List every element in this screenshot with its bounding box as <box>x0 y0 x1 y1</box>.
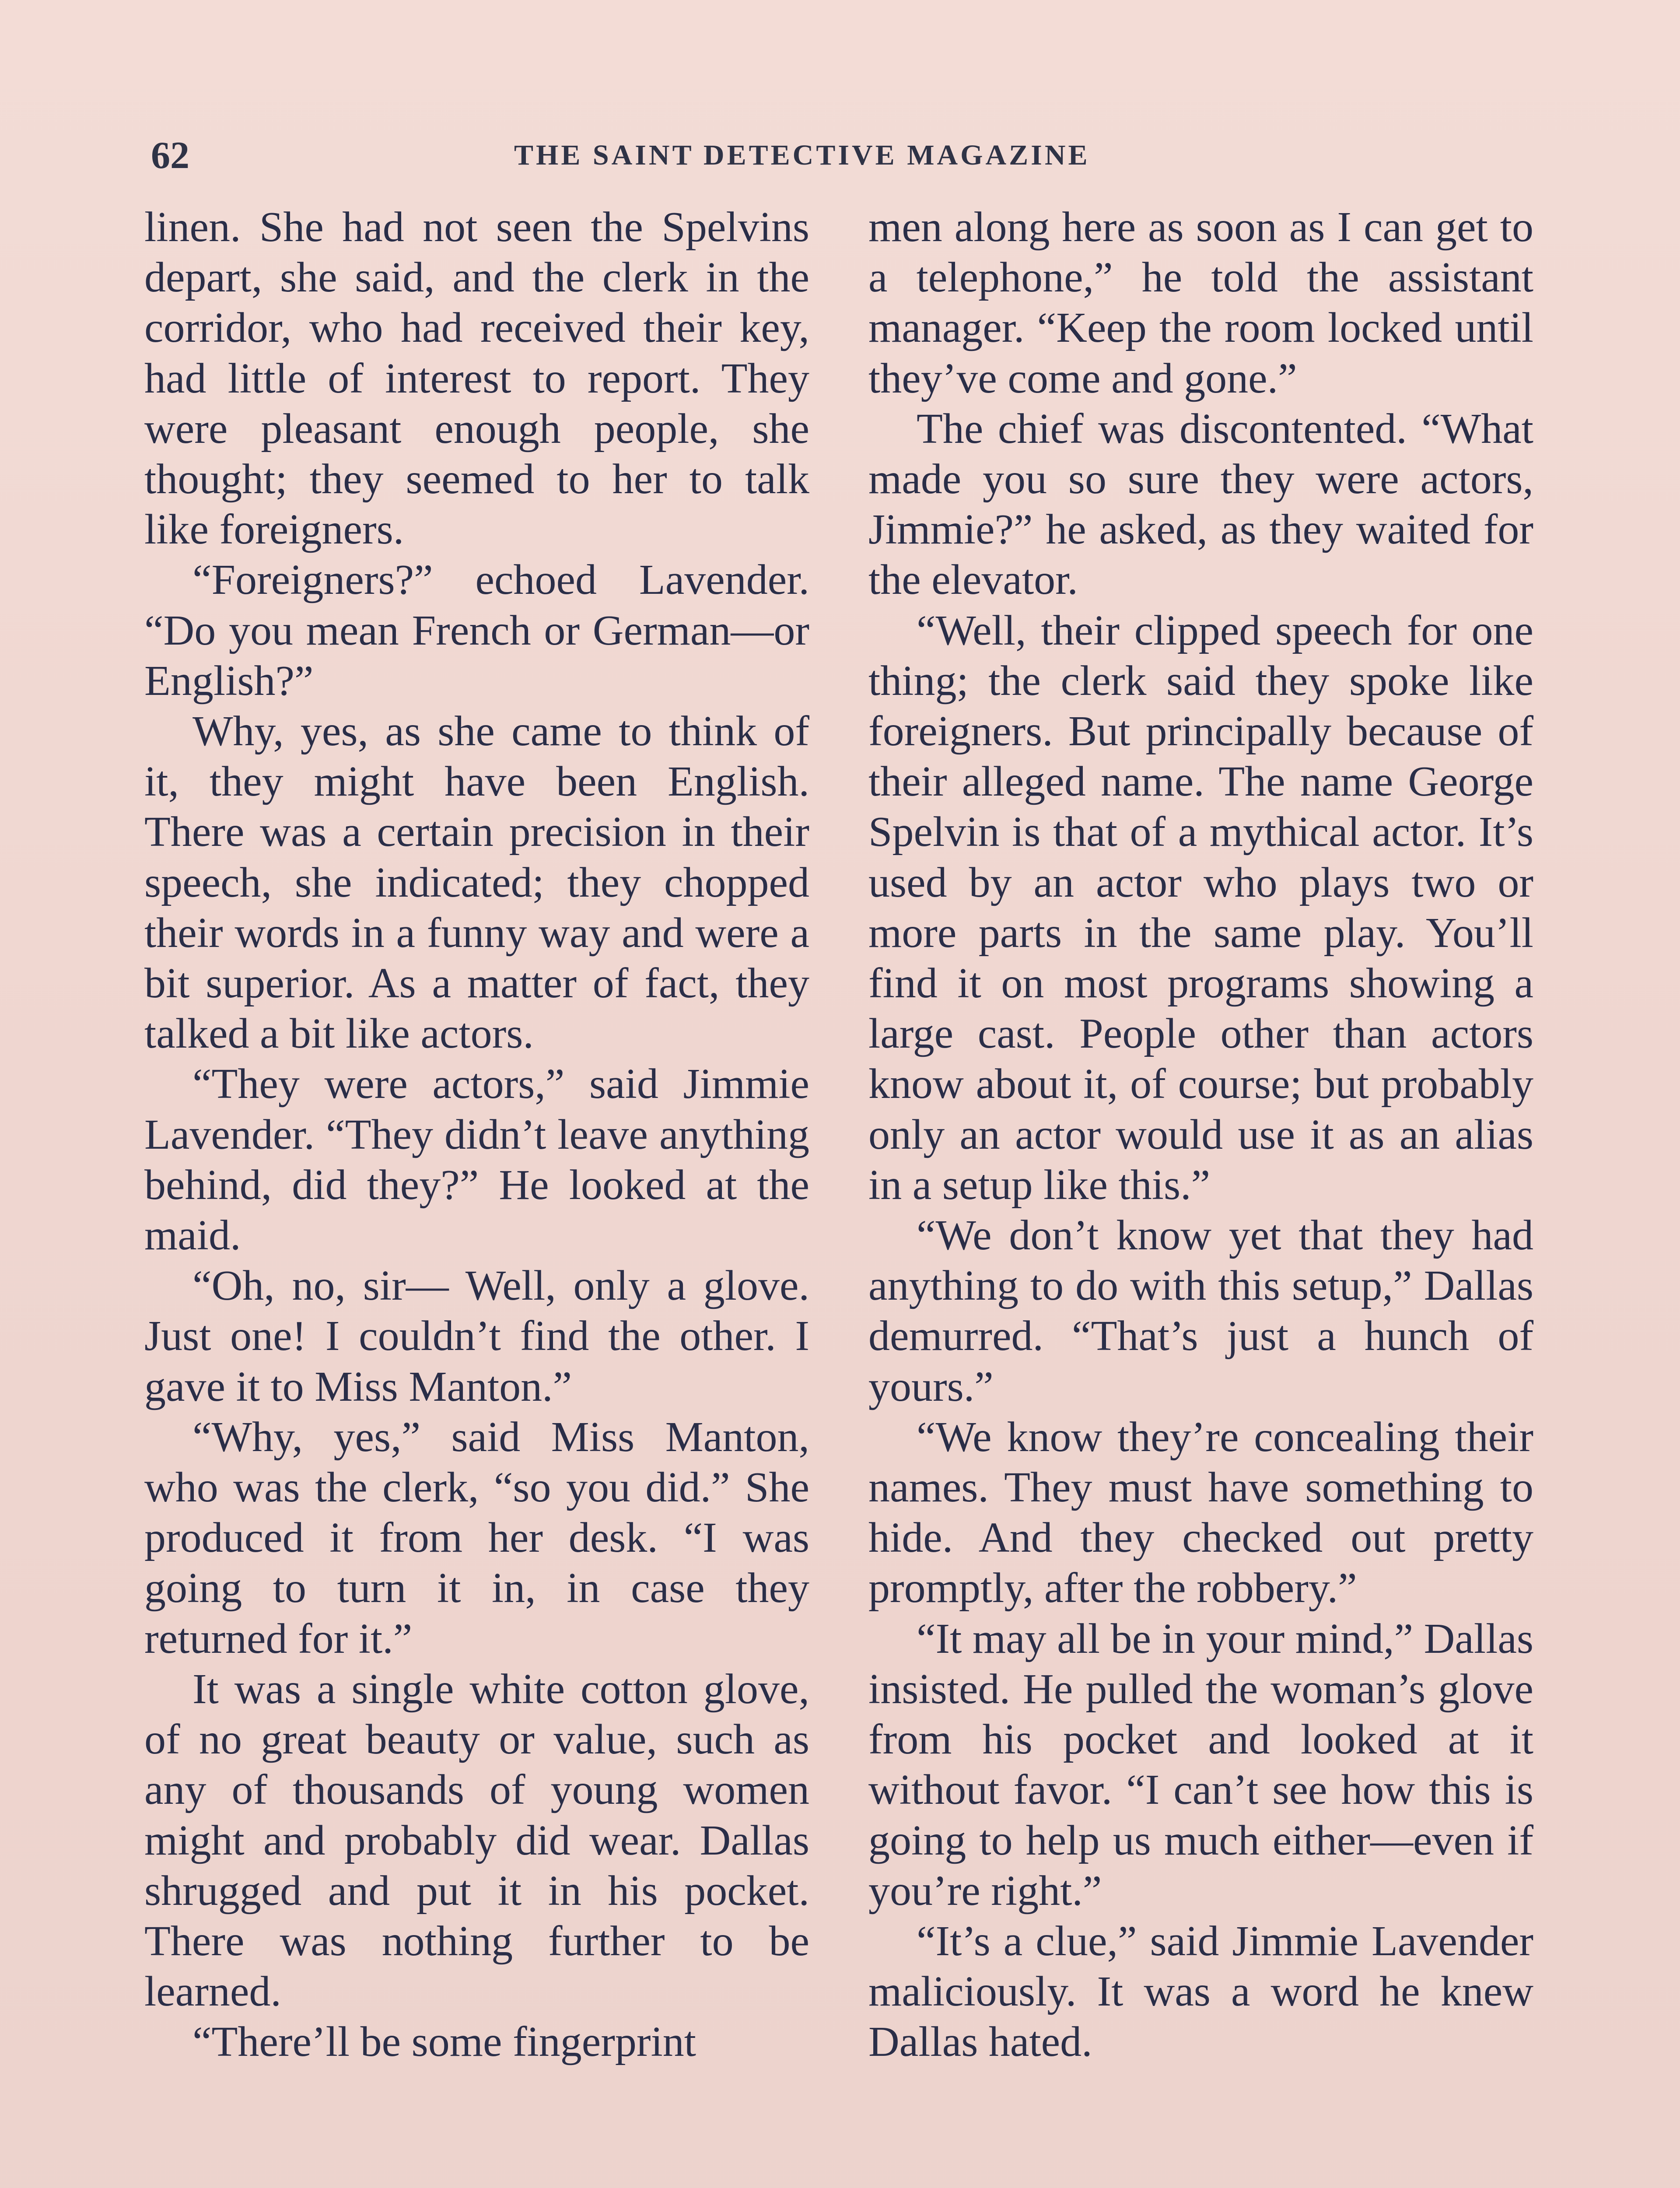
running-title: THE SAINT DETECTIVE MAGAZINE <box>514 139 1090 171</box>
paragraph: linen. She had not seen the Spelvins depart, she said, and the clerk in the corridor, who had received their key, had little of interest to report. They were pleasant enough people, she thought; they seemed to her to talk like foreigners. <box>144 203 809 554</box>
paragraph: Why, yes, as she came to think of it, they might have been English. There was a certain precision in their speech, she indicated; they chopped their words in a funny way and were a bit superior. As a matter of fact, they talked a bit like actors. <box>144 708 809 1058</box>
paragraph: “We know they’re concealing their names. They must have something to hide. And they checked out pretty promptly, after the robbery.” <box>868 1413 1533 1612</box>
paragraph: “Well, their clipped speech for one thing; the clerk said they spoke like foreigners. But principally because of their alleged name. The name George Spelvin is that of a mythical actor. It’s used by an actor who plays two or more parts in the same play. You’ll find it on most programs showing a large cast. People other than actors know about it, of course; but probably only an actor would use it as an alias in a setup like this.” <box>868 607 1533 1209</box>
paragraph: “They were actors,” said Jimmie Lavender. “They didn’t leave anything behind, did they?” He looked at the maid. <box>144 1060 809 1259</box>
page-header <box>151 133 1183 186</box>
paragraph: “There’ll be some fingerprint <box>192 2018 696 2066</box>
paragraph: The chief was discontented. “What made you so sure they were actors, Jimmie?” he asked, as they waited for the elevator. <box>868 405 1533 604</box>
paragraph: “Why, yes,” said Miss Manton, who was the clerk, “so you did.” She produced it from her desk. “I was going to turn it in, in case they returned for it.” <box>144 1413 809 1662</box>
paragraph: “Foreigners?” echoed Lavender. “Do you mean French or German—or English?” <box>144 556 809 705</box>
left-column <box>144 202 809 2068</box>
paragraph: “It’s a clue,” said Jimmie Lavender maliciously. It was a word he knew Dallas hated. <box>868 1917 1533 2066</box>
paragraph: “Oh, no, sir— Well, only a glove. Just one! I couldn’t find the other. I gave it to Miss Manton.” <box>144 1262 809 1410</box>
paragraph: men along here as soon as I can get to a telephone,” he told the assistant manager. “Keep the room locked until they’ve come and gone.” <box>868 203 1533 402</box>
page-number: 62 <box>151 134 189 177</box>
paragraph: “It may all be in your mind,” Dallas insisted. He pulled the woman’s glove from his pocket and looked at it without favor. “I can’t see how this is going to help us much either—even if you’re right.” <box>868 1615 1533 1914</box>
right-column <box>868 202 1533 2068</box>
paragraph: It was a single white cotton glove, of no great beauty or value, such as any of thousands of young women might and probably did wear. Dallas shrugged and put it in his pocket. There was nothing further to be learned. <box>144 1665 809 2016</box>
paragraph: “We don’t know yet that they had anything to do with this setup,” Dallas demurred. “That’s just a hunch of yours.” <box>868 1212 1533 1410</box>
